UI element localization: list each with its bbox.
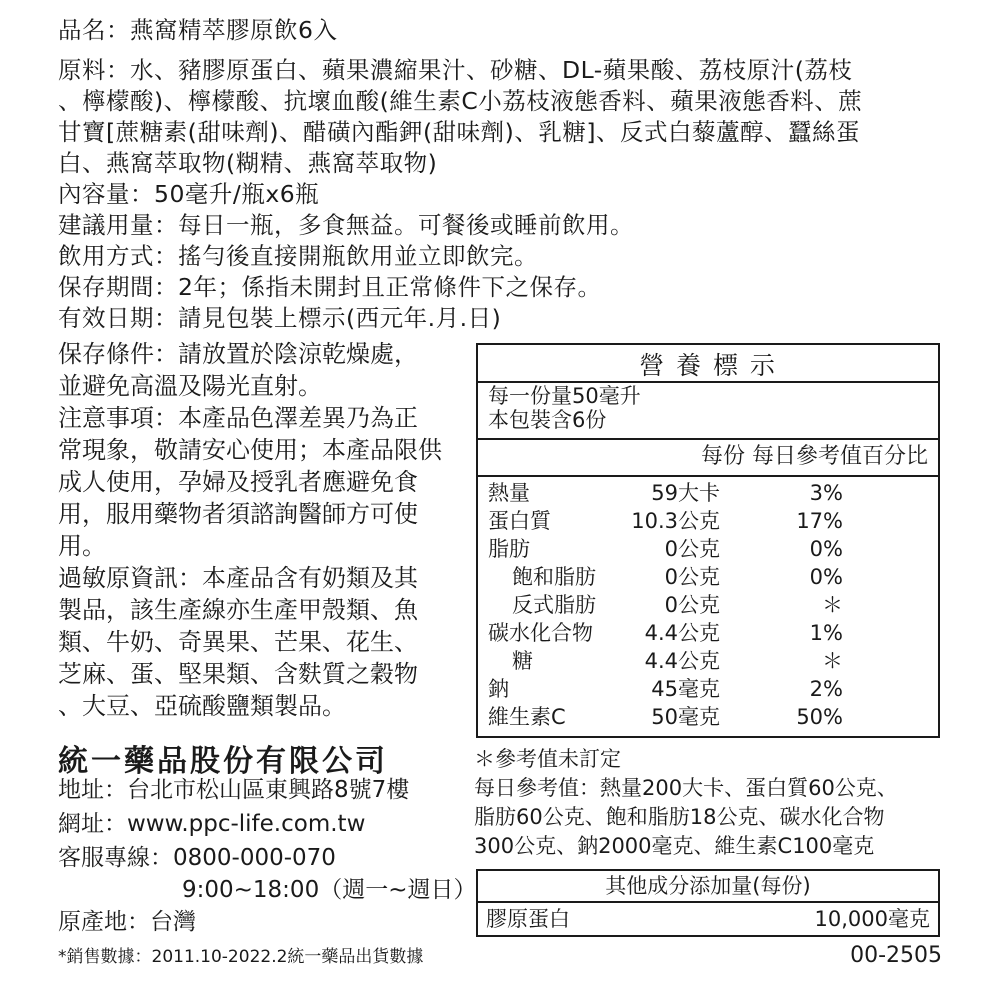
nutrient-amount: 0公克 — [664, 593, 720, 617]
ingredients-line-4: 白、燕窩萃取物(糊精、燕窩萃取物) — [58, 149, 438, 177]
additives-table — [476, 869, 940, 937]
ingredients-line-1: 原料：水、豬膠原蛋白、蘋果濃縮果汁、砂糖、DL-蘋果酸、荔枝原汁(荔枝 — [58, 56, 853, 84]
nutrient-row-fat — [478, 535, 938, 563]
allergen-line-4: 芝麻、蛋、堅果類、含麩質之穀物 — [58, 660, 418, 688]
nutrient-name: 飽和脂肪 — [512, 565, 596, 589]
nutrient-row-calories — [478, 479, 938, 507]
company-name: 統一藥品股份有限公司 — [58, 744, 388, 779]
nutrient-name: 脂肪 — [488, 537, 530, 561]
nutrient-percent: 17% — [796, 509, 843, 533]
nutrient-percent: 3% — [809, 481, 843, 505]
nutrition-facts-table — [476, 343, 940, 738]
divider — [478, 381, 938, 383]
nutrient-name: 維生素C — [488, 705, 566, 729]
daily-reference-line-3: 300公克、鈉2000毫克、維生素C100毫克 — [474, 834, 875, 858]
content-volume: 內容量：50毫升/瓶x6瓶 — [58, 180, 320, 208]
nutrition-title: 營 養 標 示 — [639, 351, 777, 380]
nutrition-column-header: 每份 每日參考值百分比 — [701, 444, 928, 469]
caution-line-1: 注意事項：本產品色澤差異乃為正 — [58, 404, 418, 432]
product-code: 00-2505 — [850, 943, 942, 968]
nutrient-percent: 2% — [809, 677, 843, 701]
additive-amount: 10,000毫克 — [814, 907, 930, 931]
caution-line-2: 常現象，敬請安心使用；本產品限供 — [58, 436, 442, 464]
allergen-line-3: 類、牛奶、奇異果、芒果、花生、 — [58, 628, 418, 656]
shelf-life: 保存期間：2年；係指未開封且正常條件下之保存。 — [58, 273, 602, 301]
nutrient-percent: 0% — [809, 537, 843, 561]
company-website: 網址：www.ppc-life.com.tw — [58, 811, 366, 837]
nutrient-name: 鈉 — [488, 677, 509, 701]
nutrient-amount: 10.3公克 — [631, 509, 720, 533]
nutrient-row-sugar — [478, 647, 938, 675]
storage-line-2: 並避免高溫及陽光直射。 — [58, 372, 322, 400]
nutrient-amount: 59大卡 — [651, 481, 720, 505]
servings-per-package: 本包裝含6份 — [488, 408, 607, 432]
nutrient-name: 蛋白質 — [488, 509, 551, 533]
nutrient-amount: 50毫克 — [651, 705, 720, 729]
nutrient-row-vitamin-c — [478, 703, 938, 731]
nutrient-amount: 4.4公克 — [644, 649, 720, 673]
origin: 原產地：台灣 — [58, 909, 196, 935]
divider — [478, 475, 938, 477]
service-hours: 9:00~18:00（週一~週日） — [182, 877, 477, 903]
allergen-line-2: 製品，該生產線亦生產甲殼類、魚 — [58, 596, 418, 624]
allergen-line-1: 過敏原資訊：本產品含有奶類及其 — [58, 564, 418, 592]
daily-reference-line-1: 每日參考值：熱量200大卡、蛋白質60公克、 — [474, 776, 898, 800]
nutrient-percent: ＊ — [822, 649, 843, 673]
nutrient-row-trans-fat — [478, 591, 938, 619]
ingredients-line-2: 、檸檬酸)、檸檬酸、抗壞血酸(維生素C小荔枝液態香料、蘋果液態香料、蔗 — [58, 87, 863, 115]
nutrient-row-carbohydrate — [478, 619, 938, 647]
nutrient-row-sodium — [478, 675, 938, 703]
additives-title: 其他成分添加量(每份) — [605, 874, 811, 898]
nutrient-percent: 1% — [809, 621, 843, 645]
additive-name: 膠原蛋白 — [486, 907, 570, 931]
customer-hotline: 客服專線：0800-000-070 — [58, 845, 336, 871]
nutrient-name: 反式脂肪 — [512, 593, 596, 617]
reference-not-set-note: ＊參考值未訂定 — [474, 747, 621, 771]
allergen-line-5: 、大豆、亞硫酸鹽類製品。 — [58, 692, 346, 720]
product-name: 品名：燕窩精萃膠原飲6入 — [58, 16, 338, 44]
serving-size: 每一份量50毫升 — [488, 384, 641, 408]
company-address: 地址：台北市松山區東興路8號7樓 — [58, 777, 410, 803]
usage-method: 飲用方式：搖勻後直接開瓶飲用並立即飲完。 — [58, 242, 538, 270]
nutrient-amount: 0公克 — [664, 537, 720, 561]
nutrient-row-protein — [478, 507, 938, 535]
expiry-date: 有效日期：請見包裝上標示(西元年.月.日) — [58, 304, 502, 332]
nutrient-percent: ＊ — [822, 593, 843, 617]
divider — [478, 438, 938, 440]
nutrient-amount: 0公克 — [664, 565, 720, 589]
daily-reference-line-2: 脂肪60公克、飽和脂肪18公克、碳水化合物 — [474, 805, 885, 829]
caution-line-4: 用，服用藥物者須諮詢醫師方可使 — [58, 500, 418, 528]
sales-data-note: *銷售數據：2011.10-2022.2統一藥品出貨數據 — [58, 947, 424, 967]
nutrient-name: 糖 — [512, 649, 533, 673]
caution-line-3: 成人使用，孕婦及授乳者應避免食 — [58, 468, 418, 496]
nutrient-percent: 50% — [796, 705, 843, 729]
ingredients-line-3: 甘寶[蔗糖素(甜味劑)、醋磺內酯鉀(甜味劑)、乳糖]、反式白藜蘆醇、蠶絲蛋 — [58, 118, 861, 146]
nutrient-name: 熱量 — [488, 481, 530, 505]
nutrient-name: 碳水化合物 — [488, 621, 593, 645]
nutrient-amount: 4.4公克 — [644, 621, 720, 645]
storage-line-1: 保存條件：請放置於陰涼乾燥處， — [58, 340, 418, 368]
caution-line-5: 用。 — [58, 532, 106, 560]
nutrient-percent: 0% — [809, 565, 843, 589]
nutrient-row-saturated-fat — [478, 563, 938, 591]
suggested-dosage: 建議用量：每日一瓶，多食無益。可餐後或睡前飲用。 — [58, 211, 634, 239]
nutrient-amount: 45毫克 — [651, 677, 720, 701]
